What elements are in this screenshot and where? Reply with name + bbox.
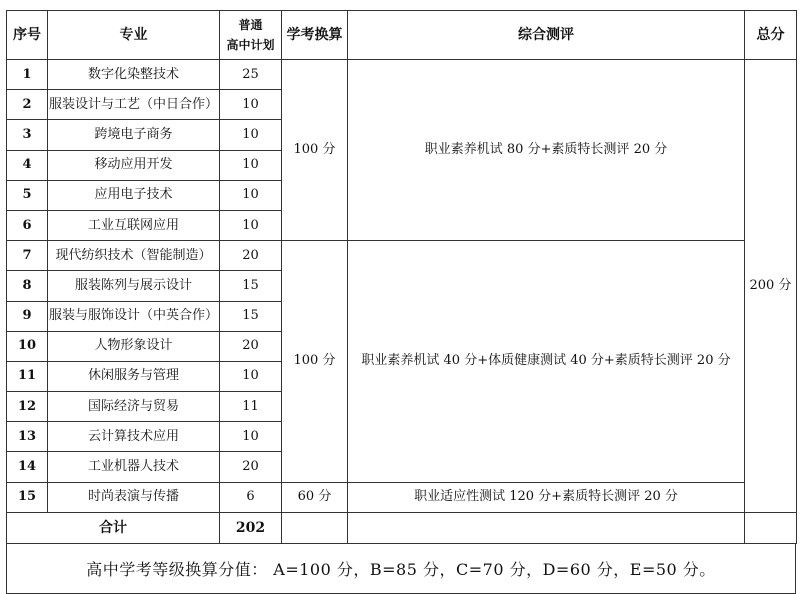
table-row: [7, 482, 797, 512]
row-major: 人物形象设计: [48, 331, 220, 361]
row-major: 工业机器人技术: [48, 452, 220, 482]
row-index: 9: [7, 301, 48, 331]
header-evaluation: 综合测评: [348, 11, 745, 60]
row-plan: 10: [220, 361, 282, 391]
summary-row: [7, 512, 797, 543]
row-plan: 20: [220, 241, 282, 271]
row-major: 休闲服务与管理: [48, 361, 220, 391]
header-conversion: 学考换算: [282, 11, 348, 60]
row-major: 服装设计与工艺（中日合作）: [48, 90, 220, 120]
row-index: 5: [7, 180, 48, 210]
row-index: 14: [7, 452, 48, 482]
row-index: 3: [7, 120, 48, 150]
row-index: 6: [7, 210, 48, 240]
row-index: 7: [7, 241, 48, 271]
row-plan: 10: [220, 180, 282, 210]
row-major: 服装陈列与展示设计: [48, 271, 220, 301]
row-index: 13: [7, 422, 48, 452]
grade-conversion-note: 高中学考等级换算分值： A=100 分，B=85 分，C=70 分，D=60 分，E=50 分。: [6, 544, 796, 594]
row-index: 4: [7, 150, 48, 180]
row-index: 10: [7, 331, 48, 361]
row-plan: 15: [220, 271, 282, 301]
row-major: 国际经济与贸易: [48, 392, 220, 422]
row-plan: 20: [220, 452, 282, 482]
row-plan: 20: [220, 331, 282, 361]
row-plan: 25: [220, 60, 282, 90]
row-major: 服装与服饰设计（中英合作）: [48, 301, 220, 331]
table-row: [7, 60, 797, 90]
header-major: 专业: [48, 11, 220, 60]
row-plan: 6: [220, 482, 282, 512]
row-plan: 11: [220, 392, 282, 422]
table-header-row: [7, 11, 797, 60]
summary-empty-conversion: [282, 512, 348, 543]
group1-evaluation: 职业素养机试 80 分+素质特长测评 20 分: [348, 60, 745, 241]
header-plan-line2: 高中计划: [226, 38, 275, 52]
summary-plan: 202: [220, 512, 282, 543]
row-plan: 10: [220, 422, 282, 452]
row-index: 11: [7, 361, 48, 391]
row-plan: 10: [220, 120, 282, 150]
row-major: 移动应用开发: [48, 150, 220, 180]
row-plan: 15: [220, 301, 282, 331]
row-major: 跨境电子商务: [48, 120, 220, 150]
summary-empty-total: [745, 512, 797, 543]
row-index: 8: [7, 271, 48, 301]
total-score: 200 分: [745, 60, 797, 513]
header-plan: [220, 11, 282, 60]
row-index: 1: [7, 60, 48, 90]
row-major: 数字化染整技术: [48, 60, 220, 90]
group3-evaluation: 职业适应性测试 120 分+素质特长测评 20 分: [348, 482, 745, 512]
header-plan-line1: 普通: [238, 18, 263, 32]
table-row: [7, 241, 797, 271]
admission-plan-table: [6, 10, 797, 544]
group2-evaluation: 职业素养机试 40 分+体质健康测试 40 分+素质特长测评 20 分: [348, 241, 745, 483]
header-index: 序号: [7, 11, 48, 60]
row-plan: 10: [220, 150, 282, 180]
row-plan: 10: [220, 90, 282, 120]
row-major: 应用电子技术: [48, 180, 220, 210]
header-total: 总分: [745, 11, 797, 60]
summary-label: 合计: [7, 512, 220, 543]
row-major: 时尚表演与传播: [48, 482, 220, 512]
row-major: 云计算技术应用: [48, 422, 220, 452]
group1-conversion: 100 分: [282, 60, 348, 241]
row-index: 12: [7, 392, 48, 422]
summary-empty-evaluation: [348, 512, 745, 543]
row-major: 现代纺织技术（智能制造）: [48, 241, 220, 271]
admission-plan-document: [6, 10, 796, 594]
row-index: 2: [7, 90, 48, 120]
group2-conversion: 100 分: [282, 241, 348, 483]
row-index: 15: [7, 482, 48, 512]
row-plan: 10: [220, 210, 282, 240]
row-major: 工业互联网应用: [48, 210, 220, 240]
group3-conversion: 60 分: [282, 482, 348, 512]
